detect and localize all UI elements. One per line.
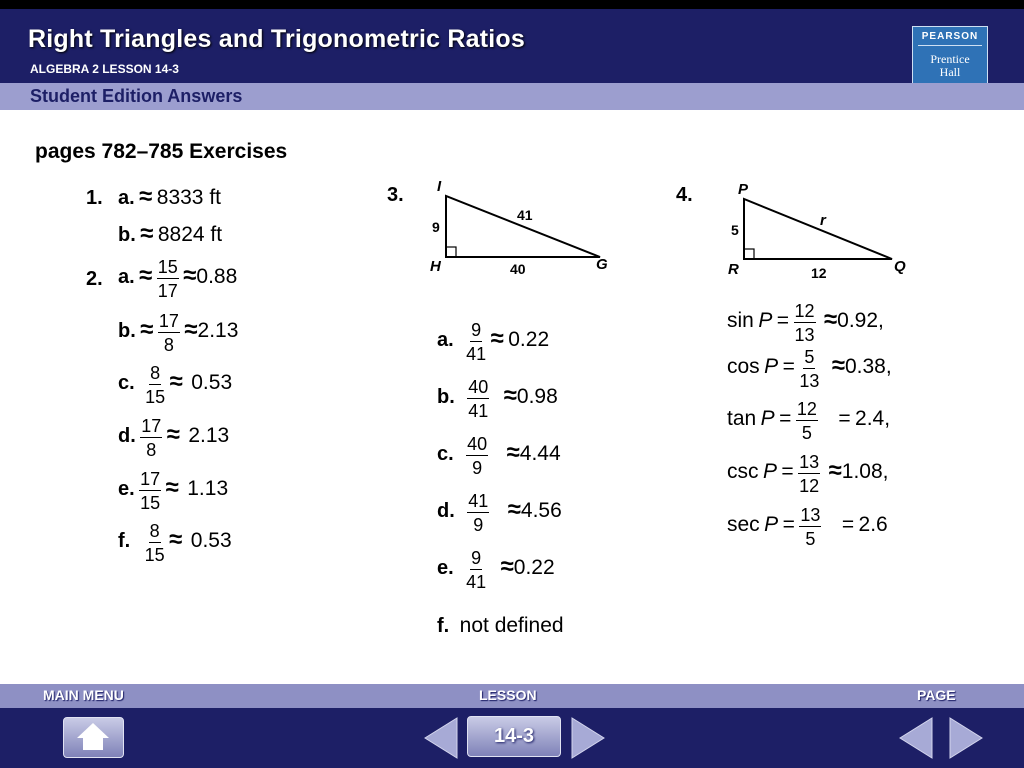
ex3-b-label: b. — [437, 386, 455, 409]
right-angle-mark — [744, 249, 754, 259]
cos-fraction — [799, 348, 819, 390]
previous-page-button[interactable] — [896, 716, 936, 760]
triangle-ihg — [446, 196, 600, 257]
ex3-c-row — [437, 435, 561, 477]
csc-label: csc — [727, 460, 759, 484]
numerator: 15 — [157, 257, 178, 277]
numerator: 40 — [467, 434, 488, 454]
equals-sign: = — [838, 407, 851, 431]
section-title: Student Edition Answers — [30, 86, 243, 106]
approx-symbol: ≈ — [139, 262, 153, 290]
lesson-code-button[interactable]: 14-3 — [467, 716, 561, 757]
vertex-h-label: H — [430, 258, 441, 275]
approx-symbol: ≈ — [140, 316, 154, 344]
sec-label: sec — [727, 513, 760, 537]
numerator: 12 — [796, 399, 817, 419]
numerator: 9 — [471, 320, 482, 340]
ex2-d-label: d. — [118, 425, 136, 448]
side-ig-label: 41 — [517, 207, 533, 223]
ex2-c-label: c. — [118, 372, 135, 395]
section-bar — [0, 83, 1024, 110]
equals-sign: = — [782, 355, 795, 379]
ex2-a-label: a. — [118, 266, 135, 289]
next-lesson-button[interactable] — [568, 716, 608, 760]
numerator: 9 — [471, 548, 482, 568]
side-rq-label: 12 — [811, 265, 827, 281]
header-bar — [0, 9, 1024, 83]
denominator: 41 — [466, 344, 487, 364]
denominator: 41 — [468, 401, 489, 421]
exercises-heading: pages 782–785 Exercises — [35, 140, 288, 163]
csc-value: 1.08, — [841, 460, 889, 484]
ex3-d-fraction — [467, 492, 489, 534]
approx-symbol: ≈ — [169, 368, 183, 396]
publisher-logo — [912, 26, 988, 84]
ex3-a-fraction — [466, 321, 486, 363]
denominator: 41 — [466, 572, 487, 592]
ex4-csc-row — [727, 453, 889, 495]
logo-line2: Hall — [939, 65, 961, 79]
lesson-subtitle: ALGEBRA 2 LESSON 14-3 — [30, 62, 179, 76]
logo-brand: PEARSON — [921, 31, 979, 42]
sec-fraction — [799, 506, 821, 548]
ex3-e-row — [437, 549, 555, 591]
ex2-a-row — [118, 258, 237, 300]
exercise-4-number: 4. — [676, 184, 693, 206]
vertex-r-label: R — [728, 261, 739, 278]
approx-symbol: ≈ — [139, 183, 153, 210]
ex2-d-fraction — [140, 417, 162, 459]
ex2-e-label: e. — [118, 478, 135, 501]
page-label: PAGE — [917, 687, 956, 703]
exercise-2-number: 2. — [86, 268, 103, 290]
previous-arrow-icon — [425, 718, 457, 758]
denominator: 13 — [794, 325, 815, 345]
logo-line1: Prentice — [930, 52, 970, 66]
approx-symbol: ≈ — [165, 474, 179, 502]
ex2-e-row — [118, 470, 228, 512]
ex1-b-label: b. — [118, 224, 136, 246]
ex1-a-label: a. — [118, 187, 135, 209]
exercise-1-number: 1. — [86, 187, 103, 209]
page-title: Right Triangles and Trigonometric Ratios — [28, 25, 525, 53]
previous-lesson-button[interactable] — [421, 716, 461, 760]
angle-var: P — [764, 355, 779, 379]
ex4-cos-row — [727, 348, 892, 390]
approx-symbol: ≈ — [500, 553, 514, 581]
side-pq-label: r — [820, 212, 826, 229]
side-pr-label: 5 — [731, 222, 739, 238]
approx-symbol: ≈ — [831, 352, 845, 380]
main-menu-button[interactable] — [63, 717, 124, 758]
vertex-g-label: G — [596, 256, 608, 273]
approx-symbol: ≈ — [169, 526, 183, 554]
angle-var: P — [758, 309, 773, 333]
triangle-prq-diagram — [722, 174, 922, 284]
main-menu-label: MAIN MENU — [43, 687, 124, 703]
ex3-f-label: f. — [437, 615, 450, 637]
ex2-c-value: 0.53 — [191, 371, 233, 395]
ex2-b-label: b. — [118, 320, 136, 343]
approx-symbol: ≈ — [140, 220, 154, 247]
denominator: 15 — [140, 493, 161, 513]
numerator: 17 — [140, 469, 161, 489]
ex3-e-fraction — [466, 549, 486, 591]
ex3-e-label: e. — [437, 557, 454, 580]
previous-page-arrow-icon — [900, 718, 932, 758]
ex4-sec-row — [727, 506, 888, 548]
ex3-b-value: 0.98 — [516, 385, 558, 409]
angle-var: P — [762, 460, 777, 484]
approx-symbol: ≈ — [506, 439, 520, 467]
lesson-label: LESSON — [479, 687, 537, 703]
denominator: 13 — [799, 371, 820, 391]
numerator: 17 — [158, 311, 179, 331]
equals-sign: = — [779, 407, 792, 431]
equals-sign: = — [841, 513, 855, 537]
side-ih-label: 9 — [432, 219, 440, 235]
denominator: 5 — [801, 423, 812, 443]
approx-symbol: ≈ — [166, 421, 180, 449]
sin-fraction — [794, 302, 816, 344]
denominator: 12 — [799, 476, 820, 496]
numerator: 41 — [468, 491, 489, 511]
ex3-c-label: c. — [437, 443, 454, 466]
approx-symbol: ≈ — [507, 496, 521, 524]
ex2-b-fraction — [158, 312, 180, 354]
ex3-b-row — [437, 378, 558, 420]
csc-fraction — [798, 453, 820, 495]
ex2-f-row — [118, 522, 232, 564]
denominator: 5 — [805, 529, 816, 549]
ex2-f-label: f. — [118, 530, 131, 553]
ex3-a-value: 0.22 — [508, 328, 550, 352]
numerator: 17 — [141, 416, 162, 436]
tan-label: tan — [727, 407, 757, 431]
ex3-a-row — [437, 321, 549, 363]
vertex-i-label: I — [437, 178, 442, 195]
top-black-strip — [0, 0, 1024, 9]
triangle-ihg-diagram — [420, 174, 620, 284]
cos-value: 0.38, — [844, 355, 892, 379]
ex2-c-fraction — [145, 364, 165, 406]
ex3-d-row — [437, 492, 562, 534]
numerator: 13 — [799, 452, 820, 472]
ex2-f-fraction — [145, 522, 165, 564]
ex3-a-label: a. — [437, 329, 454, 352]
ex3-c-value: 4.44 — [519, 442, 561, 466]
ex3-d-value: 4.56 — [520, 499, 562, 523]
ex4-sin-row — [727, 302, 884, 344]
denominator: 15 — [144, 545, 165, 565]
exercise-3-number: 3. — [387, 184, 404, 206]
denominator: 15 — [145, 387, 166, 407]
equals-sign: = — [782, 513, 795, 537]
tan-value: 2.4, — [855, 407, 891, 431]
next-page-button[interactable] — [946, 716, 986, 760]
equals-sign: = — [781, 460, 794, 484]
numerator: 5 — [804, 347, 815, 367]
ex2-d-row — [118, 417, 229, 459]
sec-value: 2.6 — [858, 513, 888, 537]
ex2-b-row — [118, 312, 238, 354]
sin-label: sin — [727, 309, 754, 333]
vertex-q-label: Q — [894, 258, 906, 275]
ex2-c-row — [118, 364, 232, 406]
next-arrow-icon — [572, 718, 604, 758]
denominator: 8 — [163, 335, 174, 355]
triangle-prq — [744, 199, 892, 259]
home-icon — [64, 718, 123, 757]
ex4-tan-row — [727, 400, 890, 442]
footer-label-bar — [0, 684, 1024, 708]
ex3-f-value: not defined — [459, 614, 564, 637]
ex3-b-fraction — [467, 378, 489, 420]
denominator: 9 — [473, 515, 484, 535]
denominator: 9 — [472, 458, 483, 478]
ex2-e-value: 1.13 — [187, 477, 229, 501]
numerator: 8 — [149, 521, 160, 541]
ex3-e-value: 0.22 — [513, 556, 555, 580]
next-page-arrow-icon — [950, 718, 982, 758]
equals-sign: = — [776, 309, 790, 333]
approx-symbol: ≈ — [183, 262, 197, 290]
denominator: 8 — [146, 440, 157, 460]
ex1-b-row — [118, 222, 222, 247]
right-angle-mark — [446, 247, 456, 257]
ex1-a-value: 8333 ft — [156, 186, 221, 209]
numerator: 13 — [800, 505, 821, 525]
ex2-d-value: 2.13 — [188, 424, 230, 448]
vertex-p-label: P — [738, 181, 749, 198]
ex3-f-row — [437, 614, 564, 638]
ex3-d-label: d. — [437, 500, 455, 523]
ex2-a-value: 0.88 — [196, 265, 238, 289]
approx-symbol: ≈ — [490, 325, 504, 353]
denominator: 17 — [157, 281, 178, 301]
numerator: 40 — [468, 377, 489, 397]
approx-symbol: ≈ — [828, 457, 842, 485]
ex2-f-value: 0.53 — [190, 529, 232, 553]
sin-value: 0.92, — [837, 309, 884, 333]
logo-rule — [918, 45, 982, 46]
side-hg-label: 40 — [510, 261, 526, 277]
ex1-b-value: 8824 ft — [157, 223, 223, 246]
ex1-a-row — [118, 185, 221, 210]
angle-var: P — [764, 513, 779, 537]
ex2-b-value: 2.13 — [197, 319, 239, 343]
approx-symbol: ≈ — [823, 306, 838, 334]
ex2-a-fraction — [157, 258, 179, 300]
ex2-e-fraction — [139, 470, 161, 512]
approx-symbol: ≈ — [503, 382, 517, 410]
numerator: 8 — [150, 363, 161, 383]
tan-fraction — [796, 400, 818, 442]
ex3-c-fraction — [466, 435, 488, 477]
angle-var: P — [760, 407, 775, 431]
cos-label: cos — [727, 355, 760, 379]
approx-symbol: ≈ — [184, 316, 198, 344]
numerator: 12 — [794, 301, 815, 321]
